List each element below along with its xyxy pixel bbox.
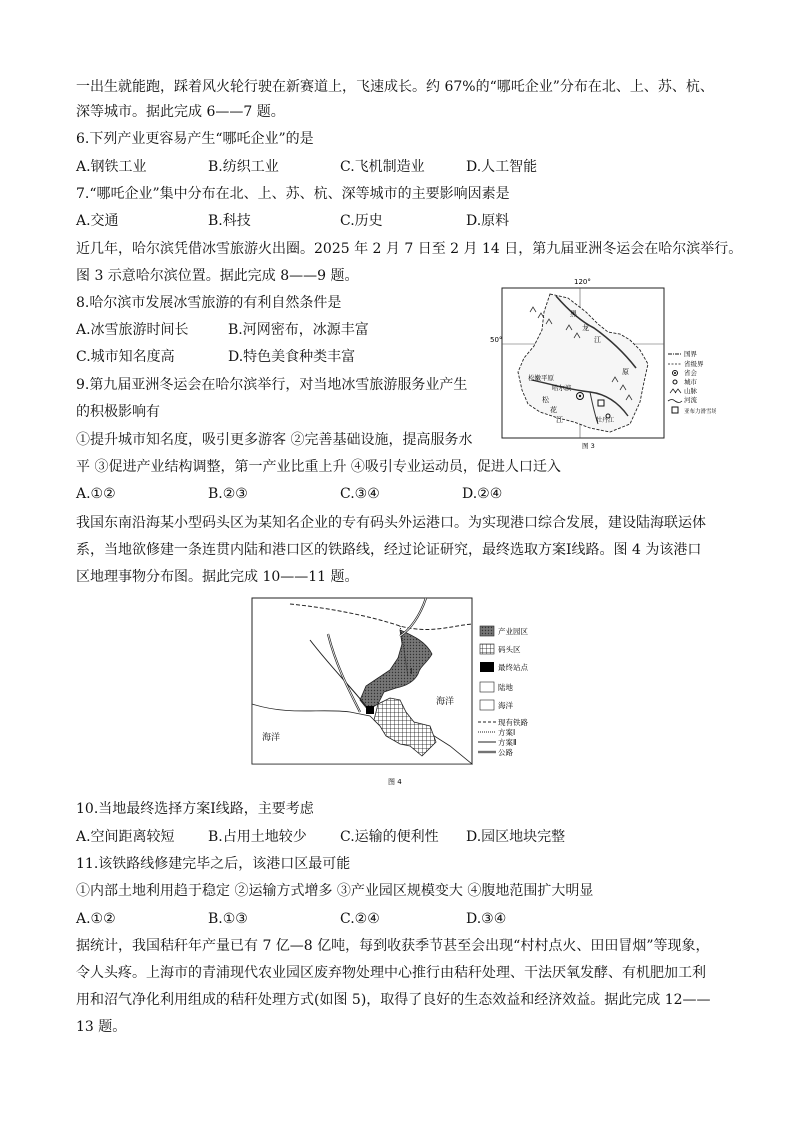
question-7-stem: 7.“哪吒企业”集中分布在北、上、苏、杭、深等城市的主要影响因素是 [76, 186, 510, 202]
q6-option-d: D.人工智能 [466, 159, 538, 175]
map-label-yuan: 原 [622, 368, 629, 376]
question-9-stem-line-2: 的积极影响有 [76, 404, 160, 420]
q7-option-a: A.交通 [76, 213, 119, 229]
intro-10-11-line-1: 我国东南沿海某小型码头区为某知名企业的专有码头外运港口。为实现港口综合发展，建设陆海联运体 [76, 515, 706, 531]
legend-plan-2: 方案Ⅱ [498, 738, 517, 747]
legend-provincial-border: 省级界 [684, 360, 704, 368]
intro-12-13-line-2: 令人头疼。上海市的青浦现代农业园区废弃物处理中心推行由秸秆处理、干法厌氧发酵、有机肥加工利 [76, 965, 706, 981]
figure-4-caption: 图 4 [388, 778, 402, 786]
intro-12-13-line-1: 据统计，我国秸秆年产量已有 7 亿—8 亿吨，每到收获季节甚至会出现“村村点火、田田冒烟”等现象， [76, 938, 710, 954]
legend-national-border: 国界 [684, 350, 697, 358]
intro-6-7-line-1: 一出生就能跑，踩着风火轮行驶在新赛道上，飞速成长。约 67%的“哪吒企业”分布在北、上、苏、杭、 [76, 79, 714, 95]
intro-6-7-line-2: 深等城市。据此完成 6——7 题。 [76, 104, 285, 120]
map-label-hua: 花 [550, 406, 557, 414]
q6-option-c: C.飞机制造业 [340, 159, 425, 175]
q9-option-a: A.①② [76, 486, 116, 502]
q10-option-c: C.运输的便利性 [340, 829, 439, 845]
legend-land: 陆地 [498, 683, 513, 692]
legend-plan-1: 方案Ⅰ [498, 728, 516, 737]
question-10-stem: 10.当地最终选择方案Ⅰ线路，主要考虑 [76, 801, 314, 817]
sea-label-left: 海洋 [262, 733, 281, 743]
legend-industrial-park: 产业园区 [498, 627, 528, 636]
figure-3-harbin-map [490, 272, 716, 452]
q11-option-c: C.②④ [340, 911, 380, 927]
legend-dock-area: 码头区 [498, 645, 521, 654]
q10-option-a: A.空间距离较短 [76, 829, 175, 845]
map-label-hei: 黑 [570, 310, 577, 318]
intro-10-11-line-3: 区地理事物分布图。据此完成 10——11 题。 [76, 569, 359, 585]
map-label-song: 松 [542, 396, 549, 404]
intro-8-9-line-1: 近几年，哈尔滨凭借冰雪旅游火出圈。2025 年 2 月 7 日至 2 月 14 日，第九届亚洲冬运会在哈尔滨举行。 [76, 241, 743, 257]
map-label-harbin: 哈尔滨 [552, 384, 572, 392]
q6-option-b: B.纺织工业 [208, 159, 279, 175]
q7-option-c: C.历史 [340, 213, 383, 229]
legend-river: 河流 [684, 396, 697, 404]
q7-option-b: B.科技 [208, 213, 251, 229]
legend-sea: 海洋 [498, 701, 513, 710]
q8-option-c: C.城市知名度高 [76, 349, 175, 365]
question-9-statements-line-1: ①提升城市知名度，吸引更多游客 ②完善基础设施，提高服务水 [76, 432, 473, 448]
map-label-jiang: 江 [594, 336, 601, 344]
question-8-stem: 8.哈尔滨市发展冰雪旅游的有利自然条件是 [76, 295, 342, 311]
intro-10-11-line-2: 系，当地欲修建一条连贯内陆和港口区的铁路线，经过论证研究，最终选取方案Ⅰ线路。图 4 为该港口 [76, 542, 702, 558]
intro-12-13-line-4: 13 题。 [76, 1019, 127, 1035]
route-label-plan-1: Ⅰ [410, 667, 413, 676]
q9-option-b: B.②③ [208, 486, 248, 502]
q7-option-d: D.原料 [466, 213, 510, 229]
q11-option-d: D.③④ [466, 911, 507, 927]
q8-option-b: B.河网密布，冰源丰富 [228, 322, 369, 338]
q8-option-d: D.特色美食种类丰富 [228, 349, 356, 365]
figure-3-caption: 图 3 [582, 442, 595, 450]
intro-12-13-line-3: 用和沼气净化利用组成的秸秆处理方式(如图 5)，取得了良好的生态效益和经济效益。据此完成 12—— [76, 992, 711, 1008]
map-label-mudanjiang: 牡丹江 [596, 417, 615, 424]
map-label-jiang-2: 江 [556, 416, 563, 424]
question-6-stem: 6.下列产业更容易产生“哪吒企业”的是 [76, 131, 314, 147]
q6-option-a: A.钢铁工业 [76, 159, 147, 175]
legend-existing-railway: 现有铁路 [498, 718, 528, 727]
legend-capital: 省会 [684, 369, 697, 377]
figure-4-port-map [250, 596, 540, 792]
question-9-statements-line-2: 平 ③促进产业结构调整，第一产业比重上升 ④吸引专业运动员，促进人口迁入 [76, 459, 561, 475]
q10-option-b: B.占用土地较少 [208, 829, 307, 845]
q11-option-b: B.①③ [208, 911, 248, 927]
q8-option-a: A.冰雪旅游时间长 [76, 322, 189, 338]
legend-final-station: 最终站点 [498, 663, 528, 672]
legend-mountain: 山脉 [684, 387, 697, 395]
latitude-label: 50° [490, 336, 503, 344]
q11-option-a: A.①② [76, 911, 116, 927]
question-9-stem-line-1: 9.第九届亚洲冬运会在哈尔滨举行，对当地冰雪旅游服务业产生 [76, 377, 468, 393]
map-label-long: 龙 [582, 324, 589, 332]
q10-option-d: D.园区地块完整 [466, 829, 566, 845]
legend-road: 公路 [498, 748, 513, 757]
q9-option-c: C.③④ [340, 486, 380, 502]
question-11-stem: 11.该铁路线修建完毕之后，该港口区最可能 [76, 856, 351, 872]
intro-8-9-line-2: 图 3 示意哈尔滨位置。据此完成 8——9 题。 [76, 268, 359, 284]
q9-option-d: D.②④ [462, 486, 503, 502]
legend-city: 城市 [684, 378, 697, 386]
legend-yabuli-ski: 亚布力滑雪场 [684, 409, 716, 415]
longitude-label: 120° [574, 278, 591, 286]
map-label-songnen-plain: 松嫩平原 [528, 374, 554, 382]
question-11-statements: ①内部土地利用趋于稳定 ②运输方式增多 ③产业园区规模变大 ④腹地范围扩大明显 [76, 883, 594, 899]
sea-label-right: 海洋 [436, 697, 455, 707]
